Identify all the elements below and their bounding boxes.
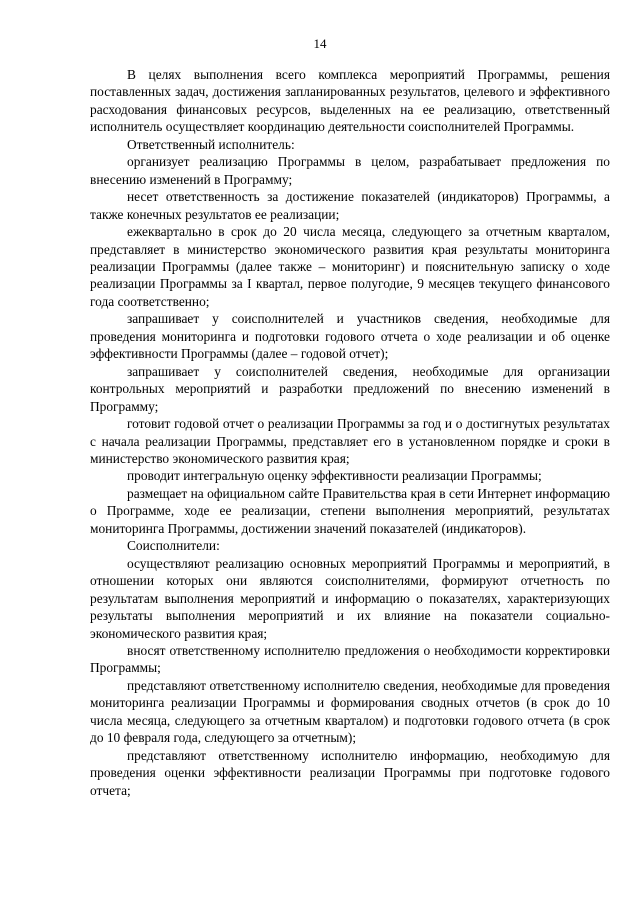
paragraph: представляют ответственному исполнителю информацию, необходимую для проведения оценки эффективности реализации Программы при подготовке годового отчета;	[90, 747, 610, 798]
paragraph: проводит интегральную оценку эффективности реализации Программы;	[127, 468, 542, 484]
document-body	[90, 66, 610, 799]
paragraph: ежеквартально в срок до 20 числа месяца, следующего за отчетным кварталом, представляет в министерство экономического развития края результаты мониторинга реализации Программы (далее также – мониторинг) и пояснительную записку о ходе реализации Программы за I квартал, первое полугодие, 9 месяцев текущего финансового года соответственно;	[90, 224, 610, 309]
paragraph: размещает на официальном сайте Правительства края в сети Интернет информацию о Программе, ходе ее реализации, степени выполнения мероприятий, результатах мониторинга Программы, достижении значений показателей (индикаторов).	[90, 485, 610, 536]
paragraph: готовит годовой отчет о реализации Программы за год и о достигнутых результатах с начала реализации Программы, представляет его в установленном порядке и сроки в министерство экономического развития края;	[90, 416, 610, 466]
page-number: 14	[313, 36, 327, 51]
paragraph: В целях выполнения всего комплекса мероприятий Программы, решения поставленных задач, достижения запланированных результатов, целевого и эффективного расходования финансовых ресурсов, выделенных на ее реализацию, ответственный исполнитель осуществляет координацию деятельности соисполнителей Программы.	[90, 67, 610, 135]
paragraph: запрашивает у соисполнителей и участников сведения, необходимые для проведения мониторинга и подготовки годового отчета о ходе реализации и об оценке эффективности Программы (далее – годовой отчет);	[90, 311, 610, 362]
paragraph: вносят ответственному исполнителю предложения о необходимости корректировки Программы;	[90, 642, 610, 676]
paragraph: осуществляют реализацию основных мероприятий Программы и мероприятий, в отношении которых они являются соисполнителями, формируют отчетность по результатам выполнения мероприятий и информацию о показателях, характеризующих результаты выполнения мероприятий и их влияние на показатели социально-экономического развития края;	[90, 555, 610, 641]
paragraph: Соисполнители:	[127, 538, 220, 554]
paragraph: несет ответственность за достижение показателей (индикаторов) Программы, а также конечных результатов ее реализации;	[90, 189, 610, 222]
paragraph: представляют ответственному исполнителю сведения, необходимые для проведения мониторинга реализации Программы и формирования сводных отчетов (в срок до 10 числа месяца, следующего за отчетным кварталом) и подготовки годового отчета (в срок до 10 февраля года, следующего за отчетным);	[90, 677, 610, 746]
paragraph: организует реализацию Программы в целом, разрабатывает предложения по внесению изменений в Программу;	[90, 154, 610, 187]
paragraph: запрашивает у соисполнителей сведения, необходимые для организации контрольных мероприятий и разработки предложений по внесению изменений в Программу;	[90, 363, 610, 414]
paragraph: Ответственный исполнитель:	[127, 136, 295, 152]
